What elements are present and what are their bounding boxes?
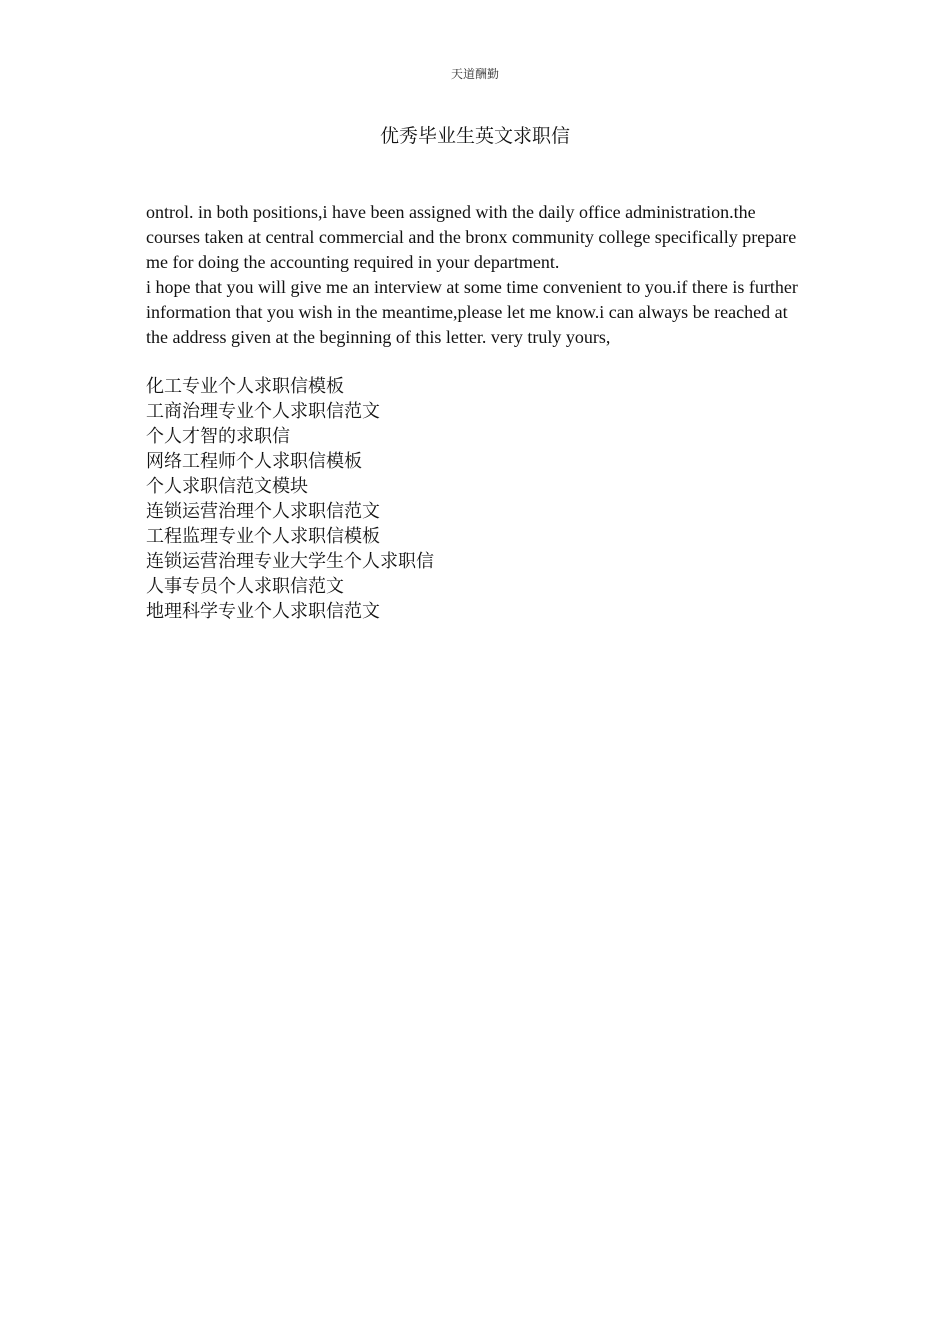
related-link[interactable]: 网络工程师个人求职信模板: [146, 451, 362, 471]
related-link[interactable]: 个人求职信范文模块: [146, 476, 308, 496]
related-links-list: [146, 374, 811, 624]
related-link[interactable]: 个人才智的求职信: [146, 426, 290, 446]
body-paragraph: ontrol. in both positions,i have been assigned with the daily office administration.the courses taken at central commercial and the bronx community college specifically prepare me for doing the accounting required in your department.: [146, 202, 797, 272]
body-paragraph: i hope that you will give me an interview at some time convenient to you.if there is further information that you wish in the meantime,please let me know.i can always be reached at the address given at the beginning of this letter. very truly yours,: [146, 277, 798, 347]
page-header: 天道酬勤: [450, 67, 499, 81]
related-link[interactable]: 工程监理专业个人求职信模板: [146, 526, 380, 546]
related-link[interactable]: 连锁运营治理专业大学生个人求职信: [146, 551, 434, 571]
document-title: 优秀毕业生英文求职信: [379, 126, 570, 147]
document-body: [146, 200, 811, 624]
paragraph-spacer: [146, 350, 811, 374]
related-link[interactable]: 人事专员个人求职信范文: [146, 576, 344, 596]
related-link[interactable]: 连锁运营治理个人求职信范文: [146, 501, 380, 521]
related-link[interactable]: 工商治理专业个人求职信范文: [146, 401, 380, 421]
related-link[interactable]: 化工专业个人求职信模板: [146, 376, 344, 396]
related-link[interactable]: 地理科学专业个人求职信范文: [146, 601, 380, 621]
